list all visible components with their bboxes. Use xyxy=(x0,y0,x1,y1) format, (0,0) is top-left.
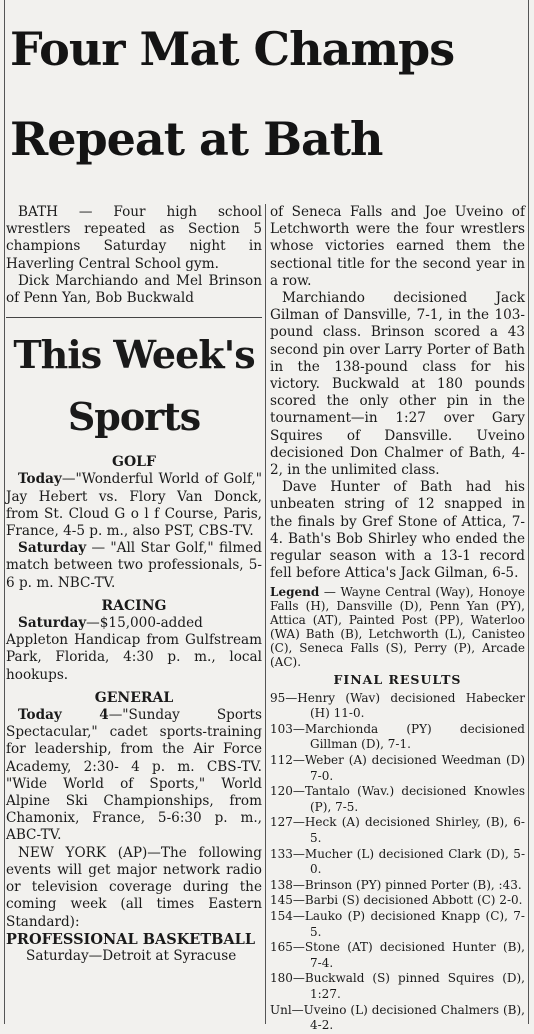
golf-item-lead: Saturday xyxy=(18,540,87,557)
section-divider xyxy=(6,317,262,318)
ny-note: NEW YORK (AP)—The following events will get major network radio or television coverage during the coming week (all times Eastern Standard): xyxy=(6,844,262,930)
result-row: 180—Buckwald (S) pinned Squires (D), 1:27. xyxy=(270,971,525,1001)
right-column-rule xyxy=(528,0,529,1024)
result-row: Unl—Uveino (L) decisioned Chalmers (B), 4-2. xyxy=(270,1002,525,1033)
result-row: 133—Mucher (L) decisioned Clark (D), 5-0. xyxy=(270,846,525,877)
result-row: 95—Henry (Wav) decisioned Habecker (H) 11-0. xyxy=(270,690,525,721)
racing-item-lead: Saturday xyxy=(18,615,87,632)
racing-heading: RACING xyxy=(101,597,167,614)
sidebar-title-line-2: Sports xyxy=(67,394,201,440)
sidebar-title-line-1: This Week's xyxy=(13,332,255,378)
cutoff-line: Saturday—Detroit at Syracuse xyxy=(26,947,237,964)
article-paragraph: Marchiando decisioned Jack Gilman of Dansville, 7-1, in the 103-pound class. Brinson scored a 43 second pin over Larry Porter of Bath in the 138-pound class for his victory. Buckwald at 180 pounds scored the only other pin in the tournament—in 1:27 over Gary Squires of Dansville. Uveino decisioned Don Chalmer of Bath, 4-2, in the unlimited class. xyxy=(270,290,525,479)
golf-item-lead: Today xyxy=(18,471,62,488)
pro-basketball-heading: PROFESSIONAL BASKETBALL xyxy=(6,930,256,948)
racing-item xyxy=(6,615,262,684)
left-column xyxy=(6,204,262,965)
legend-text: — Wayne Central (Way), Honoye Falls (H), Dansville (D), Penn Yan (PY), Attica (AT), Painted Post (PP), Waterloo (WA) Bath (B), Letchworth (L), Canisteo (C), Seneca Falls (S), Perry (P), Arcade (AC). xyxy=(270,585,525,670)
final-results-list xyxy=(270,691,525,1034)
result-row: 120—Tantalo (Wav.) decisioned Knowles (P), 7-5. xyxy=(270,784,525,814)
right-column xyxy=(270,204,525,1034)
article-paragraph: of Seneca Falls and Joe Uveino of Letchworth were the four wrestlers whose victories earned them the sectional title for the second year in a row. xyxy=(270,204,525,289)
team-legend xyxy=(270,585,525,669)
general-item xyxy=(6,707,262,845)
golf-item xyxy=(6,471,262,540)
golf-heading: GOLF xyxy=(112,454,156,471)
result-row: 138—Brinson (PY) pinned Porter (B), :43. xyxy=(270,877,522,892)
headline-line-2: Repeat at Bath xyxy=(10,112,383,166)
left-column-rule xyxy=(4,0,5,1024)
final-results-heading: FINAL RESULTS xyxy=(333,672,462,688)
result-row: 165—Stone (AT) decisioned Hunter (B), 7-4. xyxy=(270,940,525,970)
golf-item xyxy=(6,540,262,592)
headline-line-1: Four Mat Champs xyxy=(10,22,455,76)
center-column-rule xyxy=(265,204,266,1024)
racing-item-text: —$15,000-added Appleton Handicap from Gulfstream Park, Florida, 4:30 p. m., local hookups. xyxy=(6,615,262,683)
article-paragraph: Dick Marchiando and Mel Brinson of Penn Yan, Bob Buckwald xyxy=(6,272,262,307)
result-row: 127—Heck (A) decisioned Shirley, (B), 6-5. xyxy=(270,815,525,846)
result-row: 103—Marchionda (PY) decisioned Gillman (D), 7-1. xyxy=(270,721,525,752)
general-item-lead: Today 4 xyxy=(18,707,109,724)
result-row: 112—Weber (A) decisioned Weedman (D) 7-0. xyxy=(270,753,525,783)
general-item-text: —"Sunday Sports Spectacular," cadet sports-training for leadership, from the Air Force Academy, 2:30- 4 p. m. CBS-TV. "Wide World of Sports," World Alpine Ski Championships, from Chamonix, France, 5-6:30 p. m., ABC-TV. xyxy=(6,707,262,844)
article-paragraph: BATH — Four high school wrestlers repeated as Section 5 champions Saturday night in Haverling Central School gym. xyxy=(6,204,262,272)
golf-item-text: —"Wonderful World of Golf," Jay Hebert vs. Flory Van Donck, from St. Cloud G o l f Course, Paris, France, 4-5 p. m., also PST, CBS-TV. xyxy=(6,471,262,540)
general-heading: GENERAL xyxy=(94,689,174,706)
golf-item-text: — "All Star Golf," filmed match between two professionals, 5-6 p. m. NBC-TV. xyxy=(6,540,262,591)
result-row: 145—Barbi (S) decisioned Abbott (C) 2-0. xyxy=(270,893,523,908)
article-paragraph: Dave Hunter of Bath had his unbeaten string of 12 snapped in the finals by Gref Stone of Attica, 7-4. Bath's Bob Shirley who ended the regular season with a 13-1 record fell before Attica's Jack Gilman, 6-5. xyxy=(270,479,525,582)
legend-label: Legend xyxy=(270,585,320,600)
result-row: 154—Lauko (P) decisioned Knapp (C), 7-5. xyxy=(270,908,525,939)
